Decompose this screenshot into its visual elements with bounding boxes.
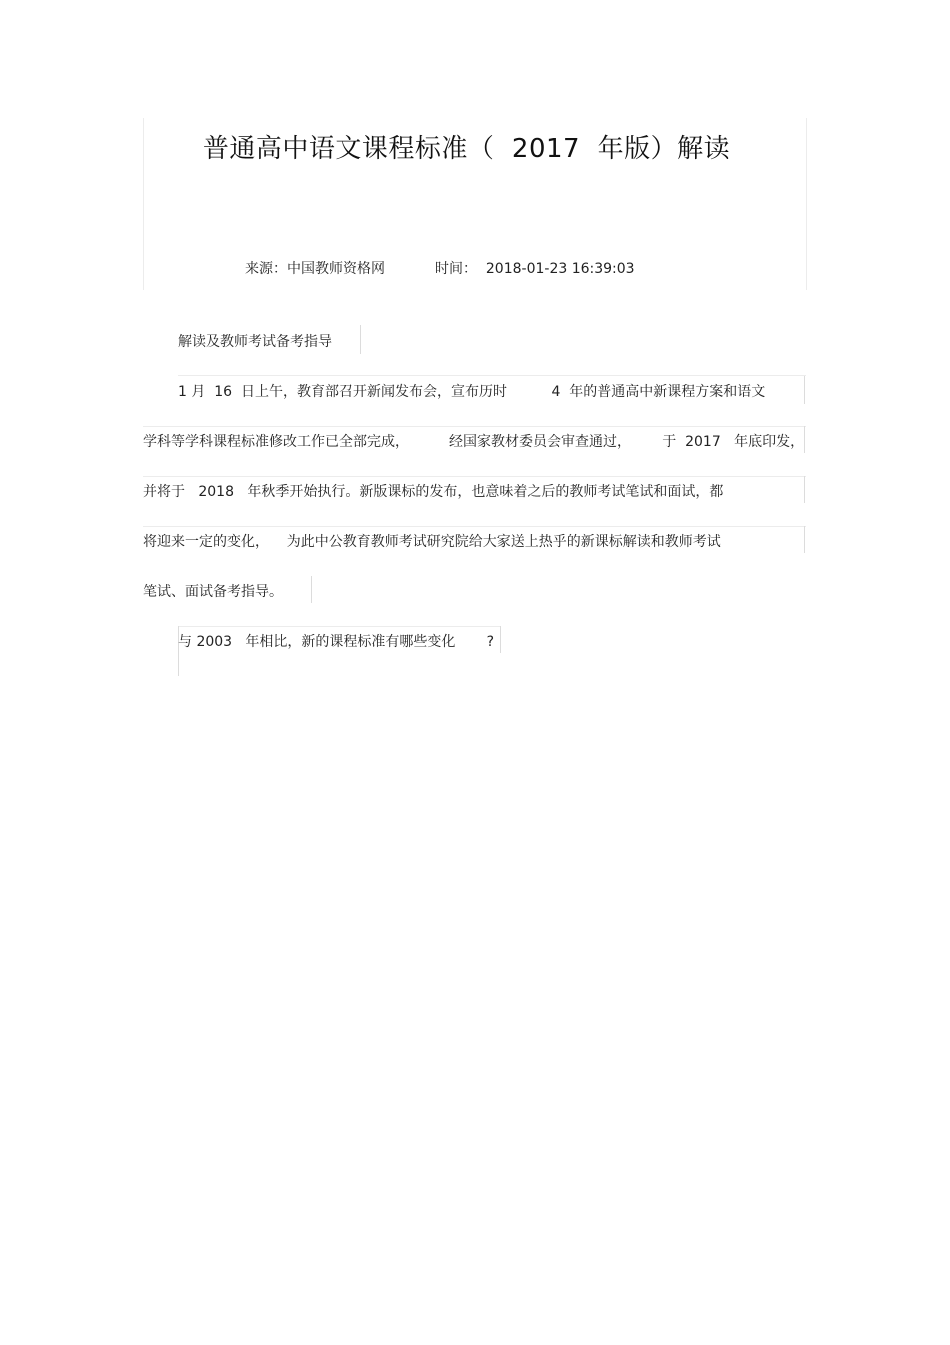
question-heading: 与 2003 年相比，新的课程标准有哪些变化 ? (178, 634, 495, 650)
paragraph-line-5: 笔试、面试备考指导。 (143, 584, 283, 600)
publish-time: 时间： 2018-01-23 16:39:03 (435, 261, 635, 277)
question-right-divider (500, 626, 501, 653)
paragraph-divider (311, 576, 312, 603)
paragraph-line-2: 学科等学科课程标准修改工作已全部完成， 经国家教材委员会审查通过， 于 2017 年底印发， (143, 434, 805, 450)
paragraph-line-1: 1 月 16 日上午，教育部召开新闻发布会，宣布历时 4 年的普通高中新课程方案和语文 (178, 384, 766, 400)
paragraph-rule (143, 426, 806, 427)
subheading-divider (360, 325, 361, 354)
document-title: 普通高中语文课程标准（ 2017 年版）解读 (202, 134, 731, 164)
question-rule (178, 626, 501, 627)
subheading: 解读及教师考试备考指导 (178, 334, 332, 350)
paragraph-rule (143, 476, 806, 477)
paragraph-divider (804, 476, 805, 503)
paragraph-divider (804, 426, 805, 453)
paragraph-line-3: 并将于 2018 年秋季开始执行。新版课标的发布，也意味着之后的教师考试笔试和面试，都 (143, 484, 724, 500)
paragraph-divider (804, 526, 805, 553)
source-label: 来源：中国教师资格网 (245, 261, 385, 277)
paragraph-rule (178, 375, 806, 376)
paragraph-divider (804, 376, 805, 404)
paragraph-rule (143, 526, 806, 527)
paragraph-line-4: 将迎来一定的变化， 为此中公教育教师考试研究院给大家送上热乎的新课标解读和教师考试 (143, 534, 721, 550)
